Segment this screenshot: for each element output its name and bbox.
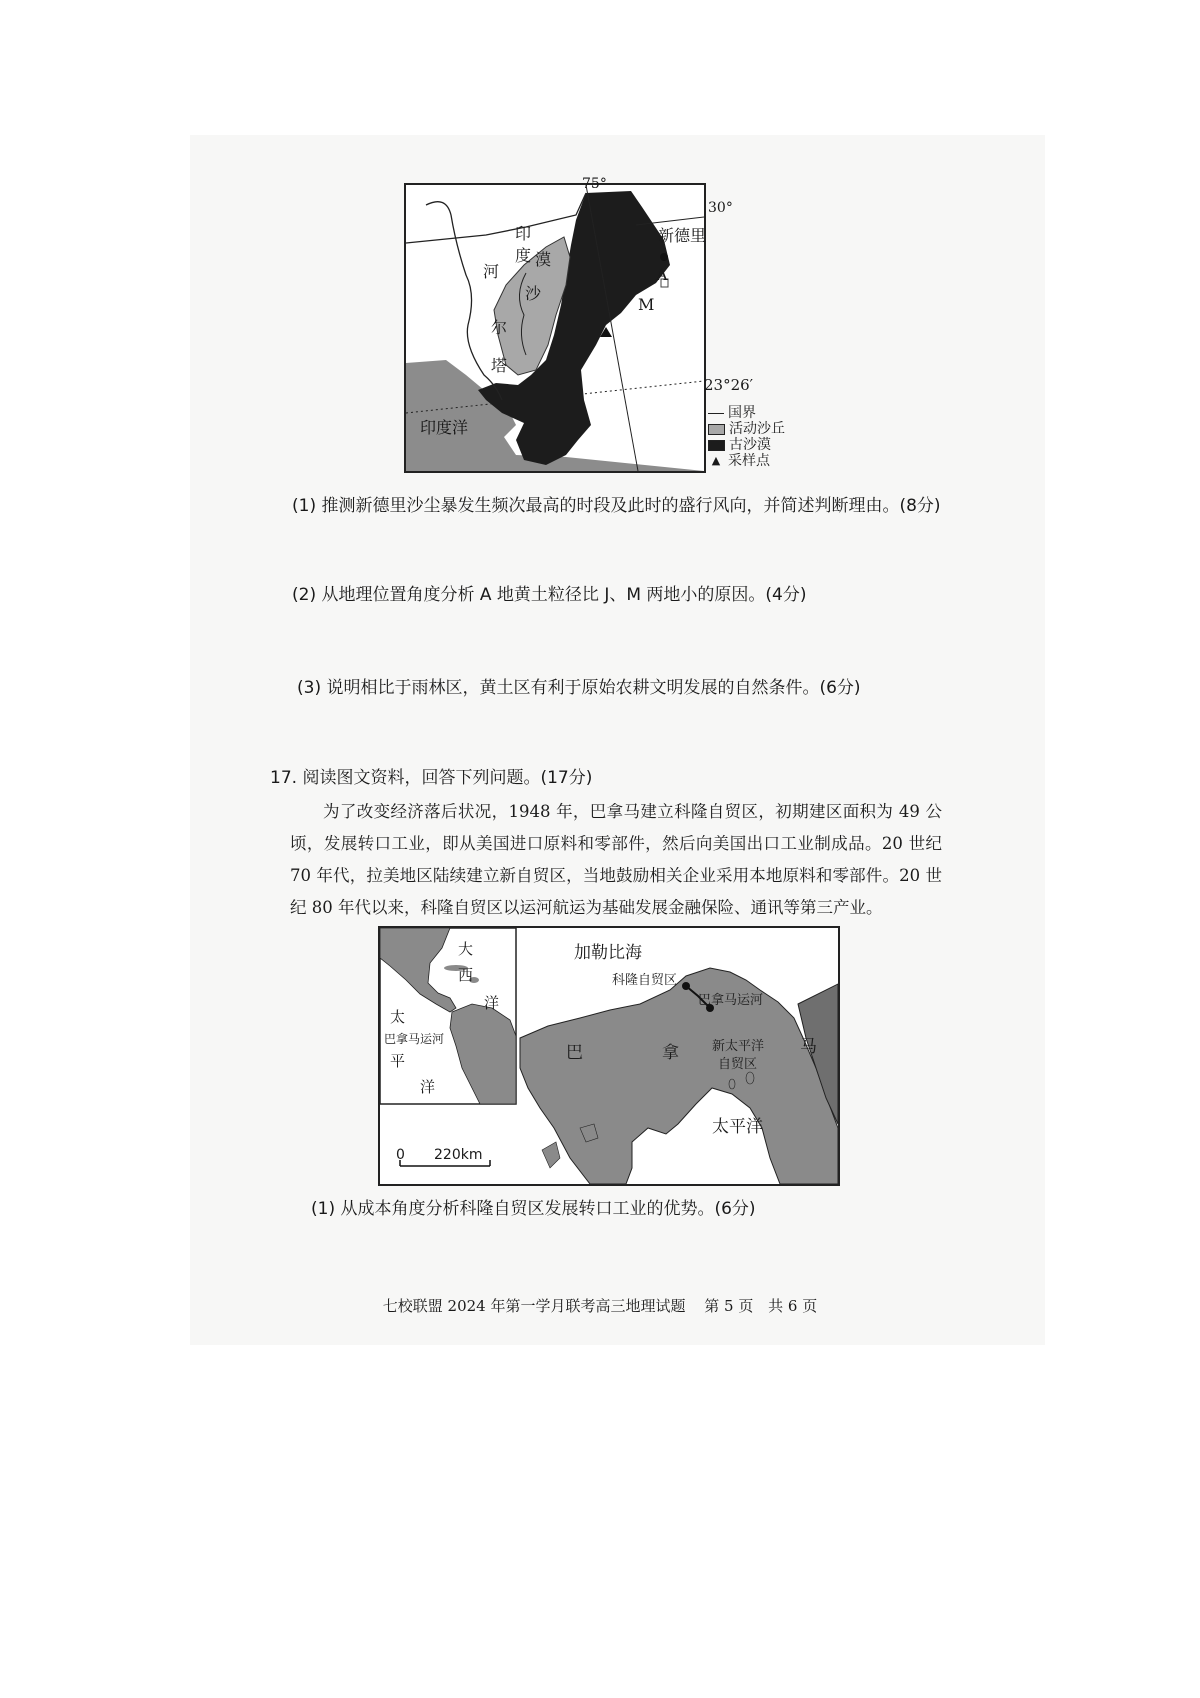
tropic-label: 23°26′ <box>704 376 754 394</box>
new-delhi-label: 新德里 <box>658 226 707 245</box>
legend-desert-text: 古沙漠 <box>729 437 771 453</box>
desert-label-3: 尔 <box>490 318 507 337</box>
legend-dunes-icon <box>708 424 725 435</box>
legend-sample-row <box>708 453 785 469</box>
scale-zero-label: 0 <box>396 1147 405 1163</box>
legend-desert-icon <box>708 440 725 451</box>
canal-label: 巴拿马运河 <box>698 993 764 1008</box>
inset-canal-label: 巴拿马运河 <box>384 1032 445 1046</box>
q17-paragraph: 为了改变经济落后状况，1948 年，巴拿马建立科隆自贸区，初期建区面积为 49 公顷，发展转口工业，即从美国进口原料和零部件，然后向美国出口工业制成品。20 世纪 70 年代，拉美地区陆续建立新自贸区，当地鼓励相关企业采用本地原料和零部件。20 世纪 80 年代以来，科隆自贸区以运河航运为基础发展金融保险、通讯等第三产业。 <box>290 802 942 917</box>
pacific-ocean-label: 太平洋 <box>712 1117 763 1137</box>
new-delhi-dot <box>660 253 668 261</box>
legend-sample-text: 采样点 <box>728 453 770 469</box>
footer-exam-title: 七校联盟 2024 年第一学月联考高三地理试题 <box>382 1297 686 1315</box>
longitude-75-label: 75° <box>582 176 607 192</box>
desert-label-2: 沙 <box>524 284 541 303</box>
inset-pacific-1: 太 <box>390 1008 406 1026</box>
desert-label-1: 漠 <box>534 250 551 269</box>
legend-dunes-row <box>708 421 785 437</box>
q17-sub1: (1) 从成本角度分析科隆自贸区发展转口工业的优势。(6分) <box>311 1199 756 1219</box>
inset-atlantic-3: 洋 <box>484 994 500 1012</box>
map1-legend <box>708 405 785 469</box>
inset-atlantic-1: 大 <box>458 940 474 958</box>
point-m-label: M <box>638 295 655 314</box>
new-pacific-ftz-label-2: 自贸区 <box>718 1057 758 1072</box>
latitude-30-label: 30° <box>708 200 733 216</box>
q16-sub3: (3) 说明相比于雨林区，黄土区有利于原始农耕文明发展的自然条件。(6分) <box>297 678 861 698</box>
q17-heading: 17. 阅读图文资料，回答下列问题。(17分) <box>270 768 593 788</box>
legend-border-text: 国界 <box>728 405 756 421</box>
caribbean-label: 加勒比海 <box>574 943 642 963</box>
triangle-icon: ▲ <box>711 454 721 467</box>
panama-map-graphic <box>380 928 838 1184</box>
colon-ftz-label: 科隆自贸区 <box>612 973 678 988</box>
indian-ocean-label: 印度洋 <box>420 418 469 437</box>
legend-dunes-text: 活动沙丘 <box>729 421 785 437</box>
q16-sub1: (1) 推测新德里沙尘暴发生频次最高的时段及此时的盛行风向，并简述判断理由。(8分) <box>292 496 941 516</box>
inset-atlantic-2: 西 <box>458 966 474 984</box>
desert-label-4: 塔 <box>490 356 507 375</box>
legend-border-row <box>708 405 785 421</box>
q16-sub2: (2) 从地理位置角度分析 A 地黄土粒径比 J、M 两地小的原因。(4分) <box>292 585 807 605</box>
river-label-2: 度 <box>514 246 531 265</box>
new-pacific-ftz-label-1: 新太平洋 <box>712 1039 765 1054</box>
country-label-3: 马 <box>800 1037 817 1057</box>
panama-landmass <box>520 968 838 1184</box>
point-a-label: A <box>656 265 668 284</box>
country-label-2: 拿 <box>662 1043 679 1063</box>
panama-map <box>378 926 840 1186</box>
legend-border-icon <box>708 413 724 414</box>
national-border <box>406 193 586 243</box>
page-footer <box>0 1295 1200 1316</box>
legend-desert-row <box>708 437 785 453</box>
river-label-3: 河 <box>482 262 499 281</box>
island-1 <box>729 1079 735 1089</box>
river-label-1: 印 <box>514 224 531 243</box>
country-label-1: 巴 <box>566 1043 583 1063</box>
scale-distance-label: 220km <box>434 1147 483 1163</box>
island-2 <box>746 1072 754 1084</box>
footer-total: 共 6 页 <box>768 1297 818 1315</box>
island-3 <box>542 1142 560 1168</box>
footer-page: 第 5 页 <box>704 1297 754 1315</box>
inset-pacific-2: 平 <box>390 1052 406 1070</box>
inset-pacific-3: 洋 <box>420 1078 436 1096</box>
